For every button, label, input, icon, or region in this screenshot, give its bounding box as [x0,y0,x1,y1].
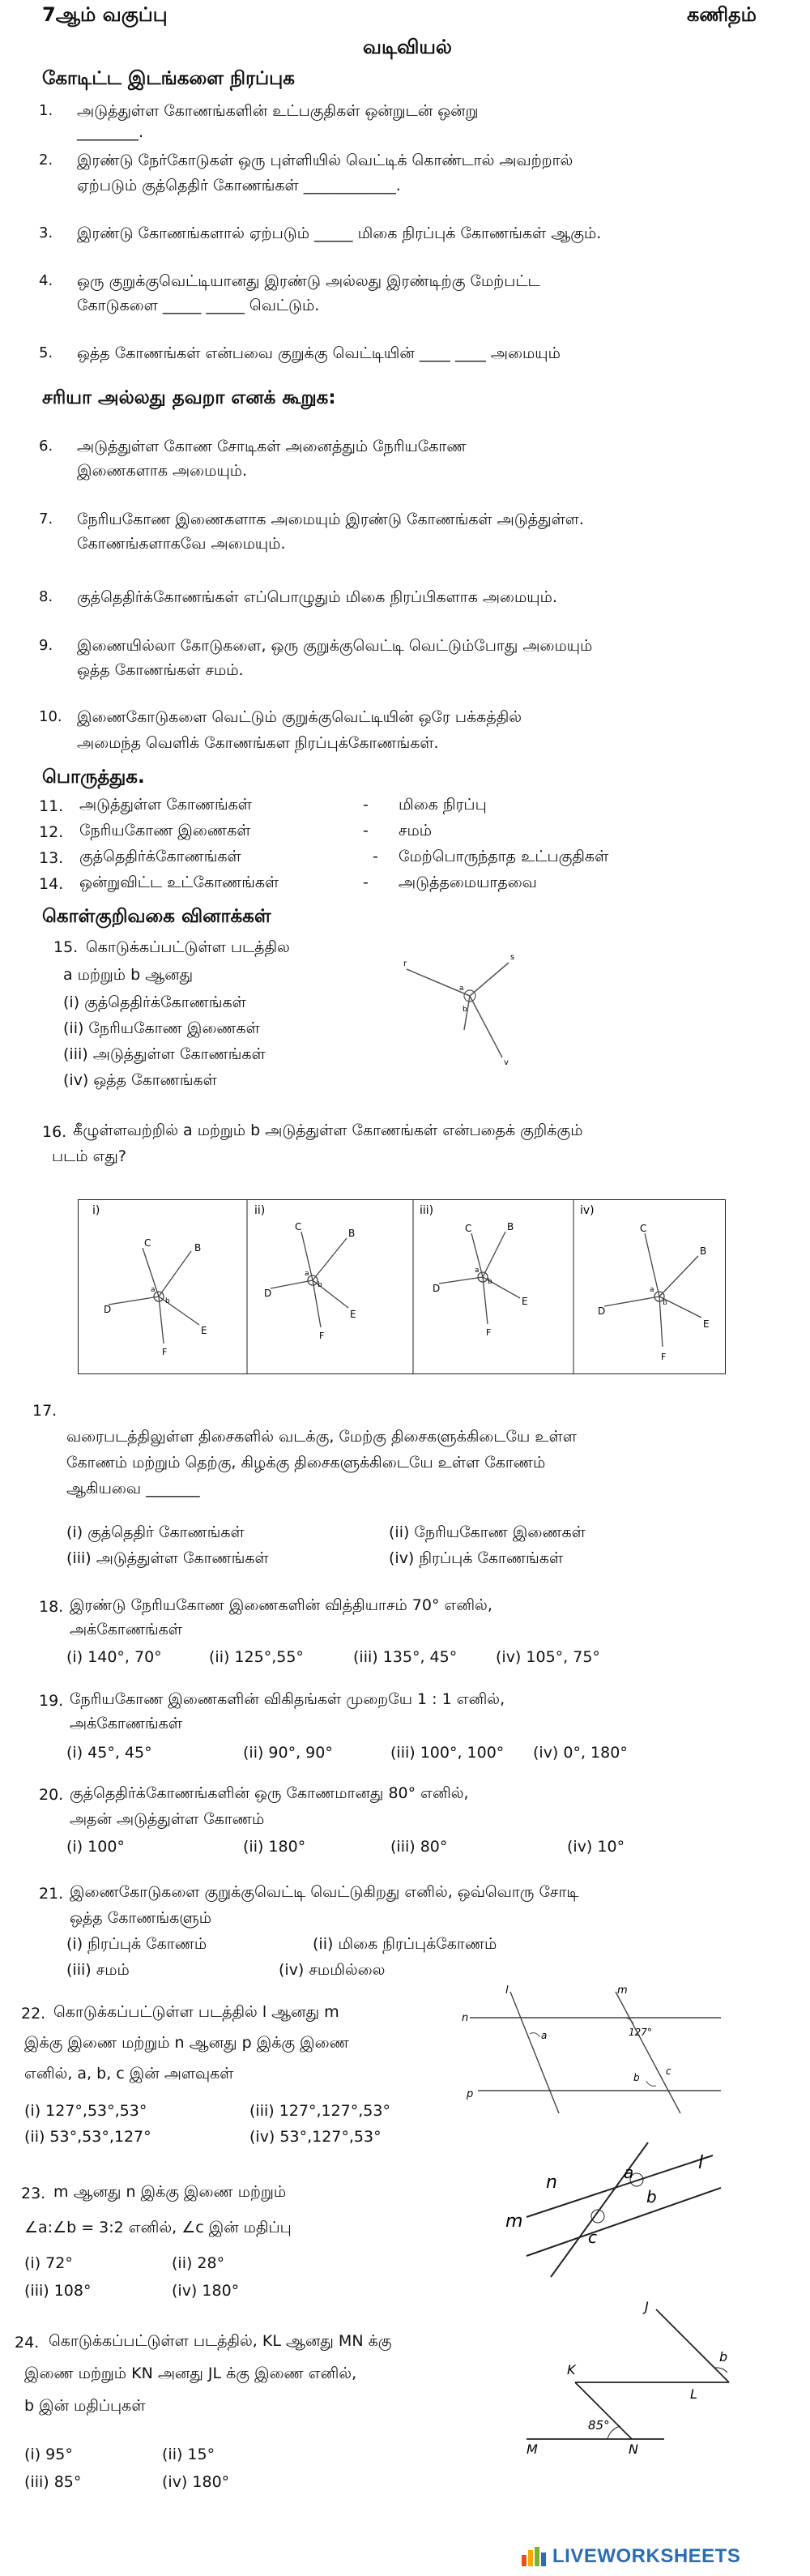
label-F: F [162,1347,168,1357]
line-l [510,1992,559,2113]
match-number: 13. [39,849,64,867]
question-number: 1. [39,102,53,119]
option[interactable]: (ii) 28° [172,2254,225,2272]
label-n: n [546,2172,557,2193]
question-number: 5. [39,344,53,361]
option[interactable]: (iv) 180° [162,2473,230,2491]
match-right: அடுத்தமையாதவை [399,874,537,891]
label-b: b [165,1297,170,1305]
label-a: a [459,985,464,993]
question-text: கோடுகளை _____ _____ வெட்டும். [77,297,320,314]
label-v: v [504,1058,509,1067]
option[interactable]: (ii) நேரியகோண இணைகள் [389,1523,586,1541]
option[interactable]: (i) 95° [24,2446,73,2463]
question-text: இரண்டு நேர்கோடுகள் ஒரு புள்ளியில் வெட்டிக் கொண்டால் அவற்றால் [77,152,573,169]
option[interactable]: (i) குத்தெதிர்க்கோணங்கள் [63,993,246,1011]
label-m: m [505,2211,523,2232]
option[interactable]: (iv) ஒத்த கோணங்கள் [63,1071,217,1089]
option[interactable]: (ii) 125°,55° [209,1648,304,1666]
q15-diagram [381,924,559,1070]
label-a: a [624,2163,634,2182]
match-number: 12. [39,823,64,841]
panel-label: ii) [254,1204,266,1217]
question-text: அமைந்த வெளிக் கோணங்கள நிரப்புக்கோணங்கள். [77,734,439,752]
label-E: E [201,1325,207,1336]
label-b: b [463,1006,467,1014]
option[interactable]: (ii) 180° [243,1838,306,1856]
question-text: அக்கோணங்கள் [70,1621,182,1638]
grade-label: 7ஆம் வகுப்பு [42,3,168,26]
question-number: 22. [21,2005,46,2023]
line-JL [656,2309,729,2382]
ray-s [470,963,509,996]
label-b: b [318,1281,322,1289]
question-text: ∠a:∠b = 3:2 எனில், ∠c இன் மதிப்பு [24,2219,292,2236]
question-text: ஏற்படும் குத்தெதிர் கோணங்கள் ____________. [77,177,401,194]
question-number: 10. [39,708,62,725]
option[interactable]: (ii) மிகை நிரப்புக்கோணம் [313,1935,497,1953]
angle-b-arc [646,2081,656,2086]
option[interactable]: (i) 100° [66,1838,125,1856]
option[interactable]: (iv) 10° [567,1838,625,1856]
label-F: F [486,1327,492,1338]
question-text: இணையில்லா கோடுகளை, ஒரு குறுக்குவெட்டி வெட்டும்போது அமையும் [77,637,593,655]
question-text: b இன் மதிப்புகள் [24,2397,146,2415]
option[interactable]: (ii) நேரியகோண இணைகள் [63,1019,260,1037]
option[interactable]: (ii) 90°, 90° [243,1744,333,1762]
label-E: E [350,1309,356,1320]
question-text: அதன் அடுத்துள்ள கோணம் [70,1810,265,1828]
panel-label: i) [92,1204,100,1217]
match-dash: - [363,822,369,839]
panel-label: iv) [580,1204,595,1217]
option[interactable]: (iii) 127°,127°,53° [249,2102,390,2120]
option[interactable]: (iv) 105°, 75° [496,1648,600,1666]
match-number: 11. [39,797,64,815]
question-number: 24. [15,2334,40,2352]
label-b: b [633,2072,640,2083]
label-F: F [661,1352,667,1362]
question-text: கோணம் மற்றும் தெற்கு, கிழக்கு திசைகளுக்கிடையே உள்ள கோணம் [66,1454,546,1472]
question-text: இக்கு இணை மற்றும் n ஆனது p இக்கு இணை [24,2034,349,2052]
option[interactable]: (i) 127°,53°,53° [24,2102,147,2120]
question-text: இணைகோடுகளை வெட்டும் குறுக்குவெட்டியின் ஒரே பக்கத்தில் [77,708,522,726]
label-C: C [295,1221,302,1232]
question-text: குத்தெதிர்க்கோணங்கள் எப்பொழுதும் மிகை நிரப்பிகளாக அமையும். [77,588,557,606]
question-number: 17. [32,1402,58,1420]
option[interactable]: (iv) சமமில்லை [279,1961,386,1979]
option[interactable]: (iv) 0°, 180° [533,1744,628,1762]
panel-label: iii) [420,1204,434,1217]
option[interactable]: (i) 72° [24,2254,73,2272]
match-left: நேரியகோண இணைகள் [79,822,251,839]
option[interactable]: (iii) 85° [24,2473,82,2491]
label-D: D [264,1288,272,1299]
label-B: B [507,1221,514,1232]
question-text: கீழுள்ளவற்றில் a மற்றும் b அடுத்துள்ள கோணங்கள் என்பதைக் குறிக்கும் [73,1121,583,1139]
label-N: N [629,2441,638,2455]
label-p: p [467,2088,474,2100]
option[interactable]: (iv) 53°,127°,53° [249,2128,382,2146]
question-number: 21. [39,1885,64,1903]
match-dash: - [363,874,369,891]
label-C: C [144,1237,151,1249]
question-number: 15. [53,938,79,956]
label-b: b [646,2187,657,2206]
q23-diagram [502,2139,737,2285]
question-text: அடுத்துள்ள கோணங்களின் உட்பகுதிகள் ஒன்றுடன் ஒன்று [77,102,479,120]
page-title: வடிவியல் [363,36,452,58]
label-a: a [305,1270,309,1278]
label-a: a [151,1286,156,1294]
label-E: E [522,1296,528,1307]
option[interactable]: (iv) 180° [172,2282,240,2300]
question-text: கொடுக்கப்பட்டுள்ள படத்தில் l ஆனது m [53,2003,339,2021]
question-number: 18. [39,1598,64,1616]
question-text: இணைகளாக அமையும். [77,462,248,480]
question-text: m ஆனது n இக்கு இணை மற்றும் [53,2183,287,2201]
option[interactable]: (i) நிரப்புக் கோணம் [66,1935,207,1953]
option[interactable]: (i) 45°, 45° [66,1744,152,1762]
match-number: 14. [39,875,64,893]
label-B: B [194,1242,202,1254]
question-text: ஒத்த கோணங்களும் [70,1909,212,1927]
question-text: அடுத்துள்ள கோண சோடிகள் அனைத்தும் நேரியகோண [77,438,467,455]
match-left: குத்தெதிர்க்கோணங்கள் [79,848,241,865]
question-number: 23. [21,2185,46,2202]
question-text: இரண்டு கோணங்களால் ஏற்படும் _____ மிகை நிரப்புக் கோணங்கள் ஆகும். [77,224,602,242]
label-l: l [698,2153,704,2173]
question-text: வரைபடத்திலுள்ள திசைகளில் வடக்கு, மேற்கு திசைகளுக்கிடையே உள்ள [66,1428,577,1446]
ray-v [470,996,502,1057]
label-a: a [541,2030,548,2041]
label-127: 127° [629,2027,652,2038]
label-r: r [403,959,407,968]
question-number: 4. [39,272,53,289]
option[interactable]: (iv) நிரப்புக் கோணங்கள் [389,1549,564,1567]
question-text: எனில், a, b, c இன் அளவுகள் [24,2065,234,2083]
question-text: கொடுக்கப்பட்டுள்ள படத்தில், KL ஆனது MN க்கு [49,2332,392,2350]
option[interactable]: (iii) 80° [390,1838,448,1856]
match-right: சமம் [399,822,433,839]
label-a: a [650,1286,654,1294]
section-tf-title: சரியா அல்லது தவறா எனக் கூறுக: [42,387,336,408]
label-b: b [488,1278,492,1286]
angle-a-arc [530,2033,539,2037]
label-c: c [666,2065,671,2077]
question-number: 19. [39,1692,64,1710]
question-text: ஒரு குறுக்குவெட்டியானது இரண்டு அல்லது இரண்டிற்கு மேற்பட்ட [77,272,540,290]
label-b: b [719,2349,728,2365]
question-text: ஒத்த கோணங்கள் என்பவை குறுக்கு வெட்டியின் ____ ____ அமையும் [77,344,561,362]
label-C: C [465,1223,472,1234]
q24-diagram [510,2293,745,2455]
match-right: மிகை நிரப்பு [399,796,487,814]
label-l: l [505,1985,509,1997]
option[interactable]: (iii) 100°, 100° [390,1744,505,1762]
brand-watermark [520,2542,795,2571]
question-number: 2. [39,152,53,169]
label-D: D [433,1283,441,1294]
question-number: 16. [42,1123,67,1141]
label-D: D [598,1305,606,1317]
section-fill-title: கோடிட்ட இடங்களை நிரப்புக [42,68,295,89]
label-F: F [319,1331,325,1341]
question-text: நேரியகோண இணைகளின் விகிதங்கள் முறையே 1 : 1 எனில், [70,1690,505,1708]
option[interactable]: (iii) அடுத்துள்ள கோணங்கள் [66,1549,269,1567]
match-right: மேற்பொருந்தாத உட்பகுதிகள் [399,848,609,865]
label-m: m [617,1985,628,1997]
label-D: D [104,1304,112,1315]
option[interactable]: (iii) சமம் [66,1961,130,1979]
label-C: C [640,1223,647,1234]
label-M: M [526,2441,538,2455]
question-number: 20. [39,1786,64,1804]
line-m [526,2188,721,2256]
label-L: L [690,2386,697,2402]
label-B: B [700,1245,707,1257]
question-text: a மற்றும் b ஆனது [63,966,194,984]
question-text: இரண்டு நேரியகோண இணைகளின் வித்தியாசம் 70° எனில், [70,1596,492,1614]
question-text: குத்தெதிர்க்கோணங்களின் ஒரு கோணமானது 80° எனில், [70,1784,469,1802]
label-J: J [645,2299,649,2314]
label-s: s [510,953,515,962]
label-K: K [567,2362,576,2377]
question-number: 6. [39,438,53,455]
question-text: படம் எது? [52,1147,126,1165]
label-c: c [588,2228,597,2247]
question-text: இணைகோடுகளை குறுக்குவெட்டி வெட்டுகிறது எனில், ஒவ்வொரு சோடி [70,1883,579,1901]
label-n: n [462,2012,469,2024]
match-left: ஒன்றுவிட்ட உட்கோணங்கள் [79,874,279,891]
brand-text: LIVEWORKSHEETS [552,2545,741,2567]
question-number: 7. [39,511,53,528]
label-b: b [663,1299,667,1307]
question-text: ________. [77,123,144,141]
question-number: 9. [39,637,53,654]
question-number: 8. [39,588,53,605]
match-dash: - [363,796,369,814]
q16-figure-table [78,1199,726,1374]
label-85: 85° [588,2418,610,2433]
section-match-title: பொருத்துக. [42,767,145,788]
line-m [616,1992,680,2113]
subject-label: கணிதம் [687,3,757,26]
question-text: அக்கோணங்கள் [70,1715,182,1732]
question-number: 3. [39,224,53,241]
option[interactable]: (ii) 53°,53°,127° [24,2128,151,2146]
label-E: E [703,1318,710,1330]
question-text: கோணங்களாகவே அமையும். [77,535,286,553]
label-a: a [475,1267,480,1275]
question-text: ஆகியவை _______ [66,1480,200,1497]
question-text: இணை மற்றும் KN அனது JL க்கு இணை எனில், [24,2365,357,2382]
brand-logo-icon [520,2545,548,2568]
option[interactable]: (iii) அடுத்துள்ள கோணங்கள் [63,1045,266,1063]
question-text: நேரியகோண இணைகளாக அமையும் இரண்டு கோணங்கள் அடுத்துள்ள. [77,511,584,528]
question-text: கொடுக்கப்பட்டுள்ள படத்தில [86,938,290,956]
option[interactable]: (i) 140°, 70° [66,1648,162,1666]
figure-border [79,1200,726,1374]
label-B: B [348,1228,356,1239]
match-dash: - [373,848,378,865]
option[interactable]: (ii) 15° [162,2446,215,2463]
section-mcq-title: கொள்குறிவகை வினாக்கள் [42,906,271,927]
option[interactable]: (iii) 135°, 45° [353,1648,458,1666]
question-text: ஒத்த கோணங்கள் சமம். [77,661,244,679]
option[interactable]: (i) குத்தெதிர் கோணங்கள் [66,1523,245,1541]
option[interactable]: (iii) 108° [24,2282,92,2300]
q22-diagram [462,1985,729,2115]
match-left: அடுத்துள்ள கோணங்கள் [79,796,252,814]
